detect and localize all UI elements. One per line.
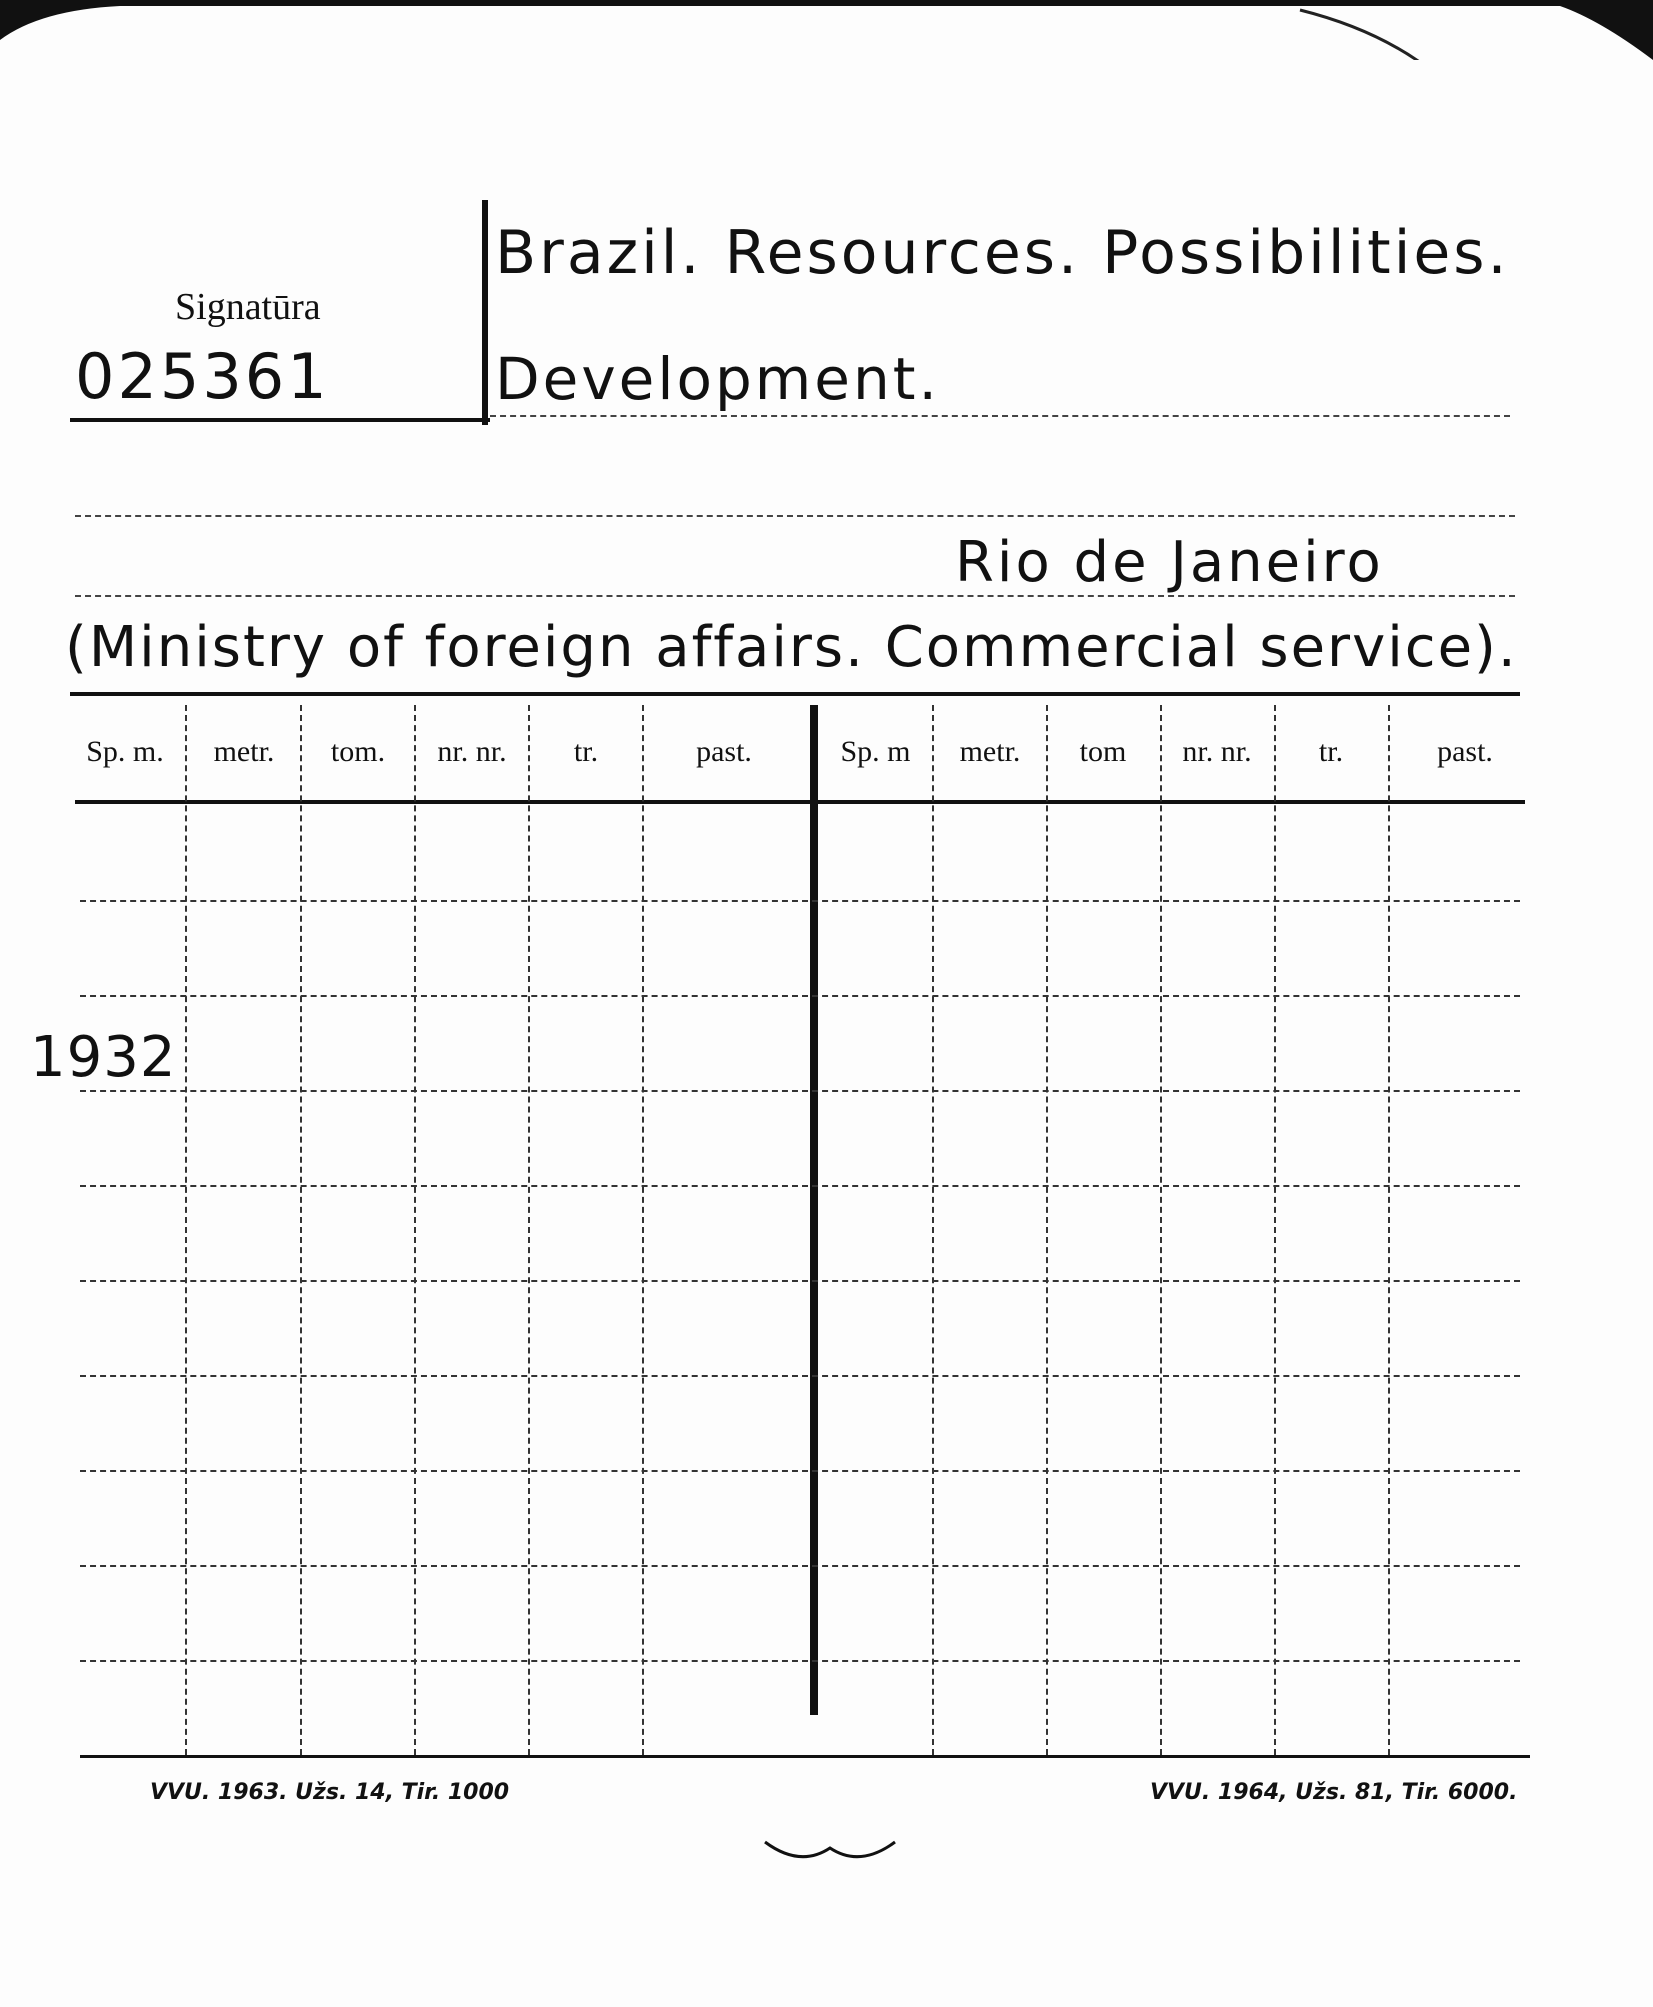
- header-nr-right: nr. nr.: [1182, 735, 1252, 768]
- year: 1932: [30, 1025, 177, 1090]
- grid-col-2: [300, 705, 302, 1755]
- grid-col-7: [932, 705, 934, 1755]
- grid-col-9: [1160, 705, 1162, 1755]
- center-divider: [810, 705, 818, 1715]
- grid-col-8: [1046, 705, 1048, 1755]
- signature-underline: [70, 418, 490, 422]
- grid-col-11: [1388, 705, 1390, 1755]
- header-tr-right: tr.: [1318, 735, 1344, 768]
- title-divider: [482, 200, 488, 425]
- publisher: (Ministry of foreign affairs. Commercial service).: [65, 615, 1518, 680]
- header-tr-left: tr.: [573, 735, 599, 768]
- grid-row-2: [80, 995, 1520, 997]
- grid-bottom-rule: [80, 1755, 1530, 1758]
- header-past-right: past.: [1437, 735, 1493, 768]
- place-of-publication: Rio de Janeiro: [955, 530, 1384, 595]
- grid-row-3: [80, 1090, 1520, 1092]
- torn-top-edge: [0, 0, 1653, 60]
- grid-row-4: [80, 1185, 1520, 1187]
- signature-number: 025361: [75, 340, 330, 413]
- printer-note-left: VVU. 1963. Užs. 14, Tir. 1000: [150, 1780, 510, 1805]
- header-tom-left: tom.: [330, 735, 386, 768]
- blank-line-2: [75, 595, 1515, 597]
- header-sp-m-right: Sp. m: [840, 735, 911, 768]
- header-metr-left: metr.: [213, 735, 275, 768]
- header-past-left: past.: [696, 735, 752, 768]
- header-tom-right: tom: [1079, 735, 1127, 768]
- grid-col-3: [414, 705, 416, 1755]
- header-rule: [75, 800, 1525, 804]
- header-nr-left: nr. nr.: [437, 735, 507, 768]
- publisher-underline: [70, 692, 1520, 696]
- grid-row-8: [80, 1565, 1520, 1567]
- blank-line-1: [75, 515, 1515, 517]
- grid-row-6: [80, 1375, 1520, 1377]
- title-line-1: Brazil. Resources. Possibilities.: [495, 218, 1510, 288]
- signature-label: Signatūra: [175, 286, 321, 328]
- grid-row-5: [80, 1280, 1520, 1282]
- printer-note-right: VVU. 1964, Užs. 81, Tir. 6000.: [1150, 1780, 1518, 1805]
- title-line-2: Development.: [495, 345, 940, 413]
- grid-col-5: [642, 705, 644, 1755]
- grid-row-7: [80, 1470, 1520, 1472]
- binding-hole-mark: [760, 1830, 900, 1870]
- grid-col-1: [185, 705, 187, 1755]
- header-metr-right: metr.: [959, 735, 1021, 768]
- grid-col-4: [528, 705, 530, 1755]
- header-sp-m-left: Sp. m.: [86, 735, 164, 768]
- title-underline: [490, 415, 1510, 417]
- grid-row-9: [80, 1660, 1520, 1662]
- grid-col-10: [1274, 705, 1276, 1755]
- grid-row-1: [80, 900, 1520, 902]
